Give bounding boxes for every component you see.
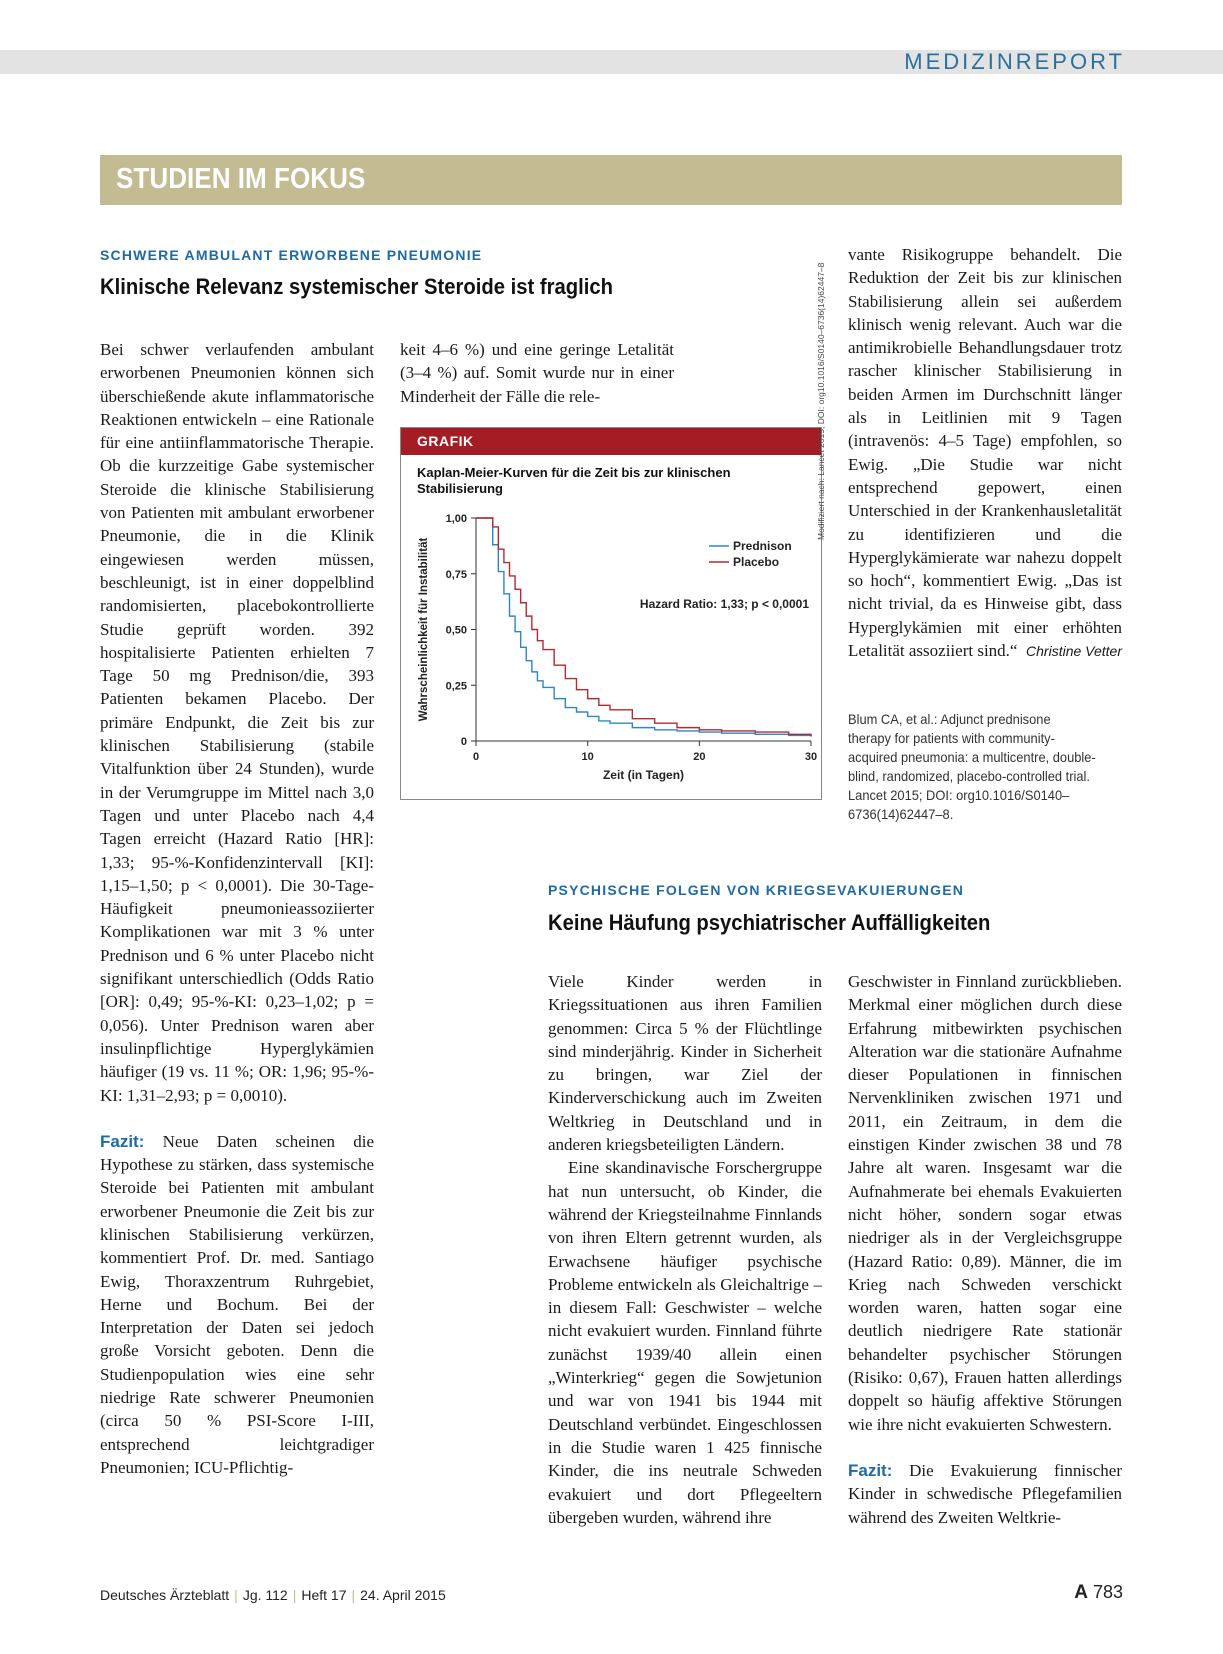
article1-paragraph: keit 4–6 %) und eine geringe Letalität (3–4 %) auf. Somit wurde nur in einer Minderheit der Fälle die rele-: [400, 340, 674, 406]
article1-column-1: [100, 338, 374, 1479]
y-tick-label: 0,75: [445, 568, 467, 581]
article1-column-2: [400, 338, 674, 408]
figure-box: [400, 427, 822, 800]
y-tick-label: 1,00: [445, 513, 467, 525]
article2-paragraph: Geschwister in Finnland zurückblieben. Merkmal einer möglichen durch diese Erfahrung mitbewirkten psychischen Alteration war die stationäre Aufnahme dieser Populationen in finnischen Nervenkliniken zwischen 1971 und 2011, ein Zeitraum, in dem die einstigen Kinder zwischen 38 und 78 Jahre alt waren. Insgesamt war die Aufnahmerate bei ehemals Evakuierten nicht höher, sondern sogar etwas niedriger als in der Vergleichsgruppe (Hazard Ratio: 0,89). Männer, die im Krieg nach Schweden verschickt worden waren, hatten sogar eine deutlich niedrigere Rate stationär behandelter psychischer Störungen (Risiko: 0,67), Frauen hatten allerdings doppelt so häufig affektive Störungen wie ihre nicht evakuierten Schwestern.: [848, 972, 1122, 1434]
x-tick-label: 10: [581, 751, 594, 763]
journal-name: Deutsches Ärzteblatt: [100, 1587, 230, 1603]
y-tick-label: 0,50: [445, 624, 467, 637]
figure-label: GRAFIK: [417, 433, 474, 449]
y-axis-label: Wahrscheinlichkeit für Instabilität: [418, 537, 430, 722]
page-number-value: 783: [1092, 1582, 1123, 1602]
page-prefix: A: [1074, 1582, 1088, 1603]
article2-column-1: [548, 970, 822, 1529]
fazit-text: Neue Daten scheinen die Hypothese zu stärken, dass systemische Steroide bei Patienten mit ambulant erworbener Pneumonie die Zeit bis zur klinischen Stabilisierung verkürzen, kommentiert Prof. Dr. med. Santiago Ewig, Thoraxzentrum Ruhrgebiet, Herne und Bochum. Bei der Interpretation der Daten sei jedoch große Vorsicht geboten. Denn die Studienpopulation wies eine sehr niedrige Rate schwerer Pneumonien (circa 50 % PSI-Score I-III, entsprechend leichtgradiger Pneumonien; ICU-Pflichtig-: [100, 1131, 374, 1477]
fazit-label: Fazit:: [100, 1131, 145, 1151]
article1-paragraph: vante Risikogruppe behandelt. Die Reduktion der Zeit bis zur klinischen Stabilisierung allein sei außerdem klinisch wenig relevant. Auch war die antimikrobielle Behandlungsdauer trotz rascher klinischer Stabilisierung in beiden Armen im Durchschnitt länger als in Leitlinien mit 9 Tagen (intravenös: 4–5 Tage) empfohlen, so Ewig. „Die Studie war nicht entsprechend gepowert, einen Unterschied in der Krankenhausletalität zu identifizieren und die Hyperglykämierate war nahezu doppelt so hoch“, kommentiert Ewig. „Das ist nicht trivial, da es Hinweise gibt, dass Hyperglykämien mit einer erhöhten Letalität assoziiert sind.“: [848, 245, 1122, 661]
reference: Blum CA, et al.: Adjunct prednisone therapy for patients with community-acquired pneumonia: a multicentre, double-blind, randomized, placebo-controlled trial. Lancet 2015; DOI: org10.1016/S0140–6736(14)62447–8.: [848, 711, 1096, 822]
journal-date: 24. April 2015: [360, 1587, 446, 1603]
chart-svg: [401, 428, 821, 799]
article1-fazit: [100, 1130, 374, 1479]
x-tick-label: 30: [804, 751, 818, 763]
studien-banner: [100, 155, 1122, 205]
x-tick-label: 0: [472, 751, 480, 763]
chart-annotation: Hazard Ratio: 1,33; p < 0,0001: [639, 597, 809, 611]
fazit-text: Die Evakuierung finnischer Kinder in schwedische Pflegefamilien während des Zweiten Weltkrie-: [848, 1460, 1122, 1527]
article2-headline: Keine Häufung psychiatrischer Auffälligkeiten: [548, 910, 991, 935]
x-axis-label: Zeit (in Tagen): [602, 768, 685, 782]
legend-label-placebo: Placebo: [733, 555, 780, 569]
journal-volume: Jg. 112: [242, 1587, 288, 1603]
article1-kicker: SCHWERE AMBULANT ERWORBENE PNEUMONIE: [100, 247, 483, 263]
article2-fazit: [848, 1459, 1122, 1529]
fazit-label: Fazit:: [848, 1460, 893, 1480]
article2-paragraph: Eine skandinavische Forschergruppe hat nun untersucht, ob Kinder, die während der Kriegsteilnahme Finnlands von ihren Eltern getrennt wurden, als Erwachsene häufiger psychische Probleme entwickeln als Gleichaltrige – in diesem Fall: Geschwister – welche nicht evakuiert wurden. Finnland führte zunächst 1939/40 allein einen „Winterkrieg“ gegen die Sowjetunion und war von 1941 bis 1944 mit Deutschland verbündet. Eingeschlossen in die Studie waren 1 425 finnische Kinder, die ins neutrale Schweden evakuiert und dort Pflegeeltern übergeben wurden, während ihre: [548, 1158, 822, 1527]
article2-kicker: PSYCHISCHE FOLGEN VON KRIEGSEVAKUIERUNGEN: [548, 882, 965, 898]
article2-paragraph: Viele Kinder werden in Kriegssituationen aus ihren Familien genommen: Circa 5 % der Flüchtlinge sind minderjährig. Kinder in Sicherheit zu bringen, war Ziel der Kinderverschickung auch im Zweiten Weltkrieg in Deutschland und in anderen kriegsbeteiligten Ländern.: [548, 972, 822, 1155]
figure-credit: Modifiziert nach: Lancet 2015; DOI: org10.1016/S0140–6736(14)62447–8: [816, 262, 826, 540]
author: Christine Vetter: [1026, 643, 1122, 660]
page-number: [1074, 1582, 1123, 1604]
banner-title: STUDIEN IM FOKUS: [116, 163, 366, 195]
y-tick-label: 0: [460, 736, 467, 748]
article1-headline: Klinische Relevanz systemischer Steroide ist fraglich: [100, 274, 613, 299]
legend-label-prednison: Prednison: [733, 539, 792, 553]
article1-paragraph: Bei schwer verlaufenden ambulant erworbenen Pneumonien können sich überschießende akute inflammatorische Reaktionen entwickeln – eine Rationale für eine antiinflammatorische Therapie. Ob die kurzzeitige Gabe systemischer Steroide die klinische Stabilisierung von Patienten mit ambulant erworbener Pneumonie, die in die Klinik eingewiesen werden müssen, beschleunigt, ist in einer doppelblind randomisierten, placebokontrollierte Studie geprüft worden. 392 hospitalisierte Patienten erhielten 7 Tage 50 mg Prednison/die, 393 Patienten bekamen Placebo. Der primäre Endpunkt, die Zeit bis zur klinischen Stabilisierung (stabile Vitalfunktion über 24 Stunden), wurde in der Verumgruppe im Mittel nach 3,0 Tagen und unter Placebo nach 4,4 Tagen erreicht (Hazard Ratio [HR]: 1,33; 95-%-Konfidenzintervall [KI]: 1,15–1,50; p < 0,0001). Die 30-Tage-Häufigkeit pneumonieassoziierter Komplikationen war mit 3 % unter Prednison und 6 % unter Placebo nicht signifikant unterschiedlich (Odds Ratio [OR]: 0,49; 95-%-KI: 0,23–1,02; p = 0,056). Unter Prednison waren aber insulinpflichtige Hyperglykämien häufiger (19 vs. 11 %; OR: 1,96; 95-%-KI: 1,31–2,93; p = 0,0010).: [100, 340, 374, 1105]
article1-column-3: [848, 243, 1122, 662]
x-tick-label: 20: [693, 751, 706, 763]
chart-title: Kaplan-Meier-Kurven für die Zeit bis zur klinischen Stabilisierung: [417, 465, 731, 496]
article2-column-2: [848, 970, 1122, 1529]
footer-citation: Deutsches Ärzteblatt | Jg. 112 | Heft 17 | 24. April 2015: [100, 1587, 446, 1603]
y-tick-label: 0,25: [445, 680, 467, 693]
journal-issue: Heft 17: [301, 1587, 347, 1603]
section-label: MEDIZINREPORT: [904, 49, 1125, 74]
